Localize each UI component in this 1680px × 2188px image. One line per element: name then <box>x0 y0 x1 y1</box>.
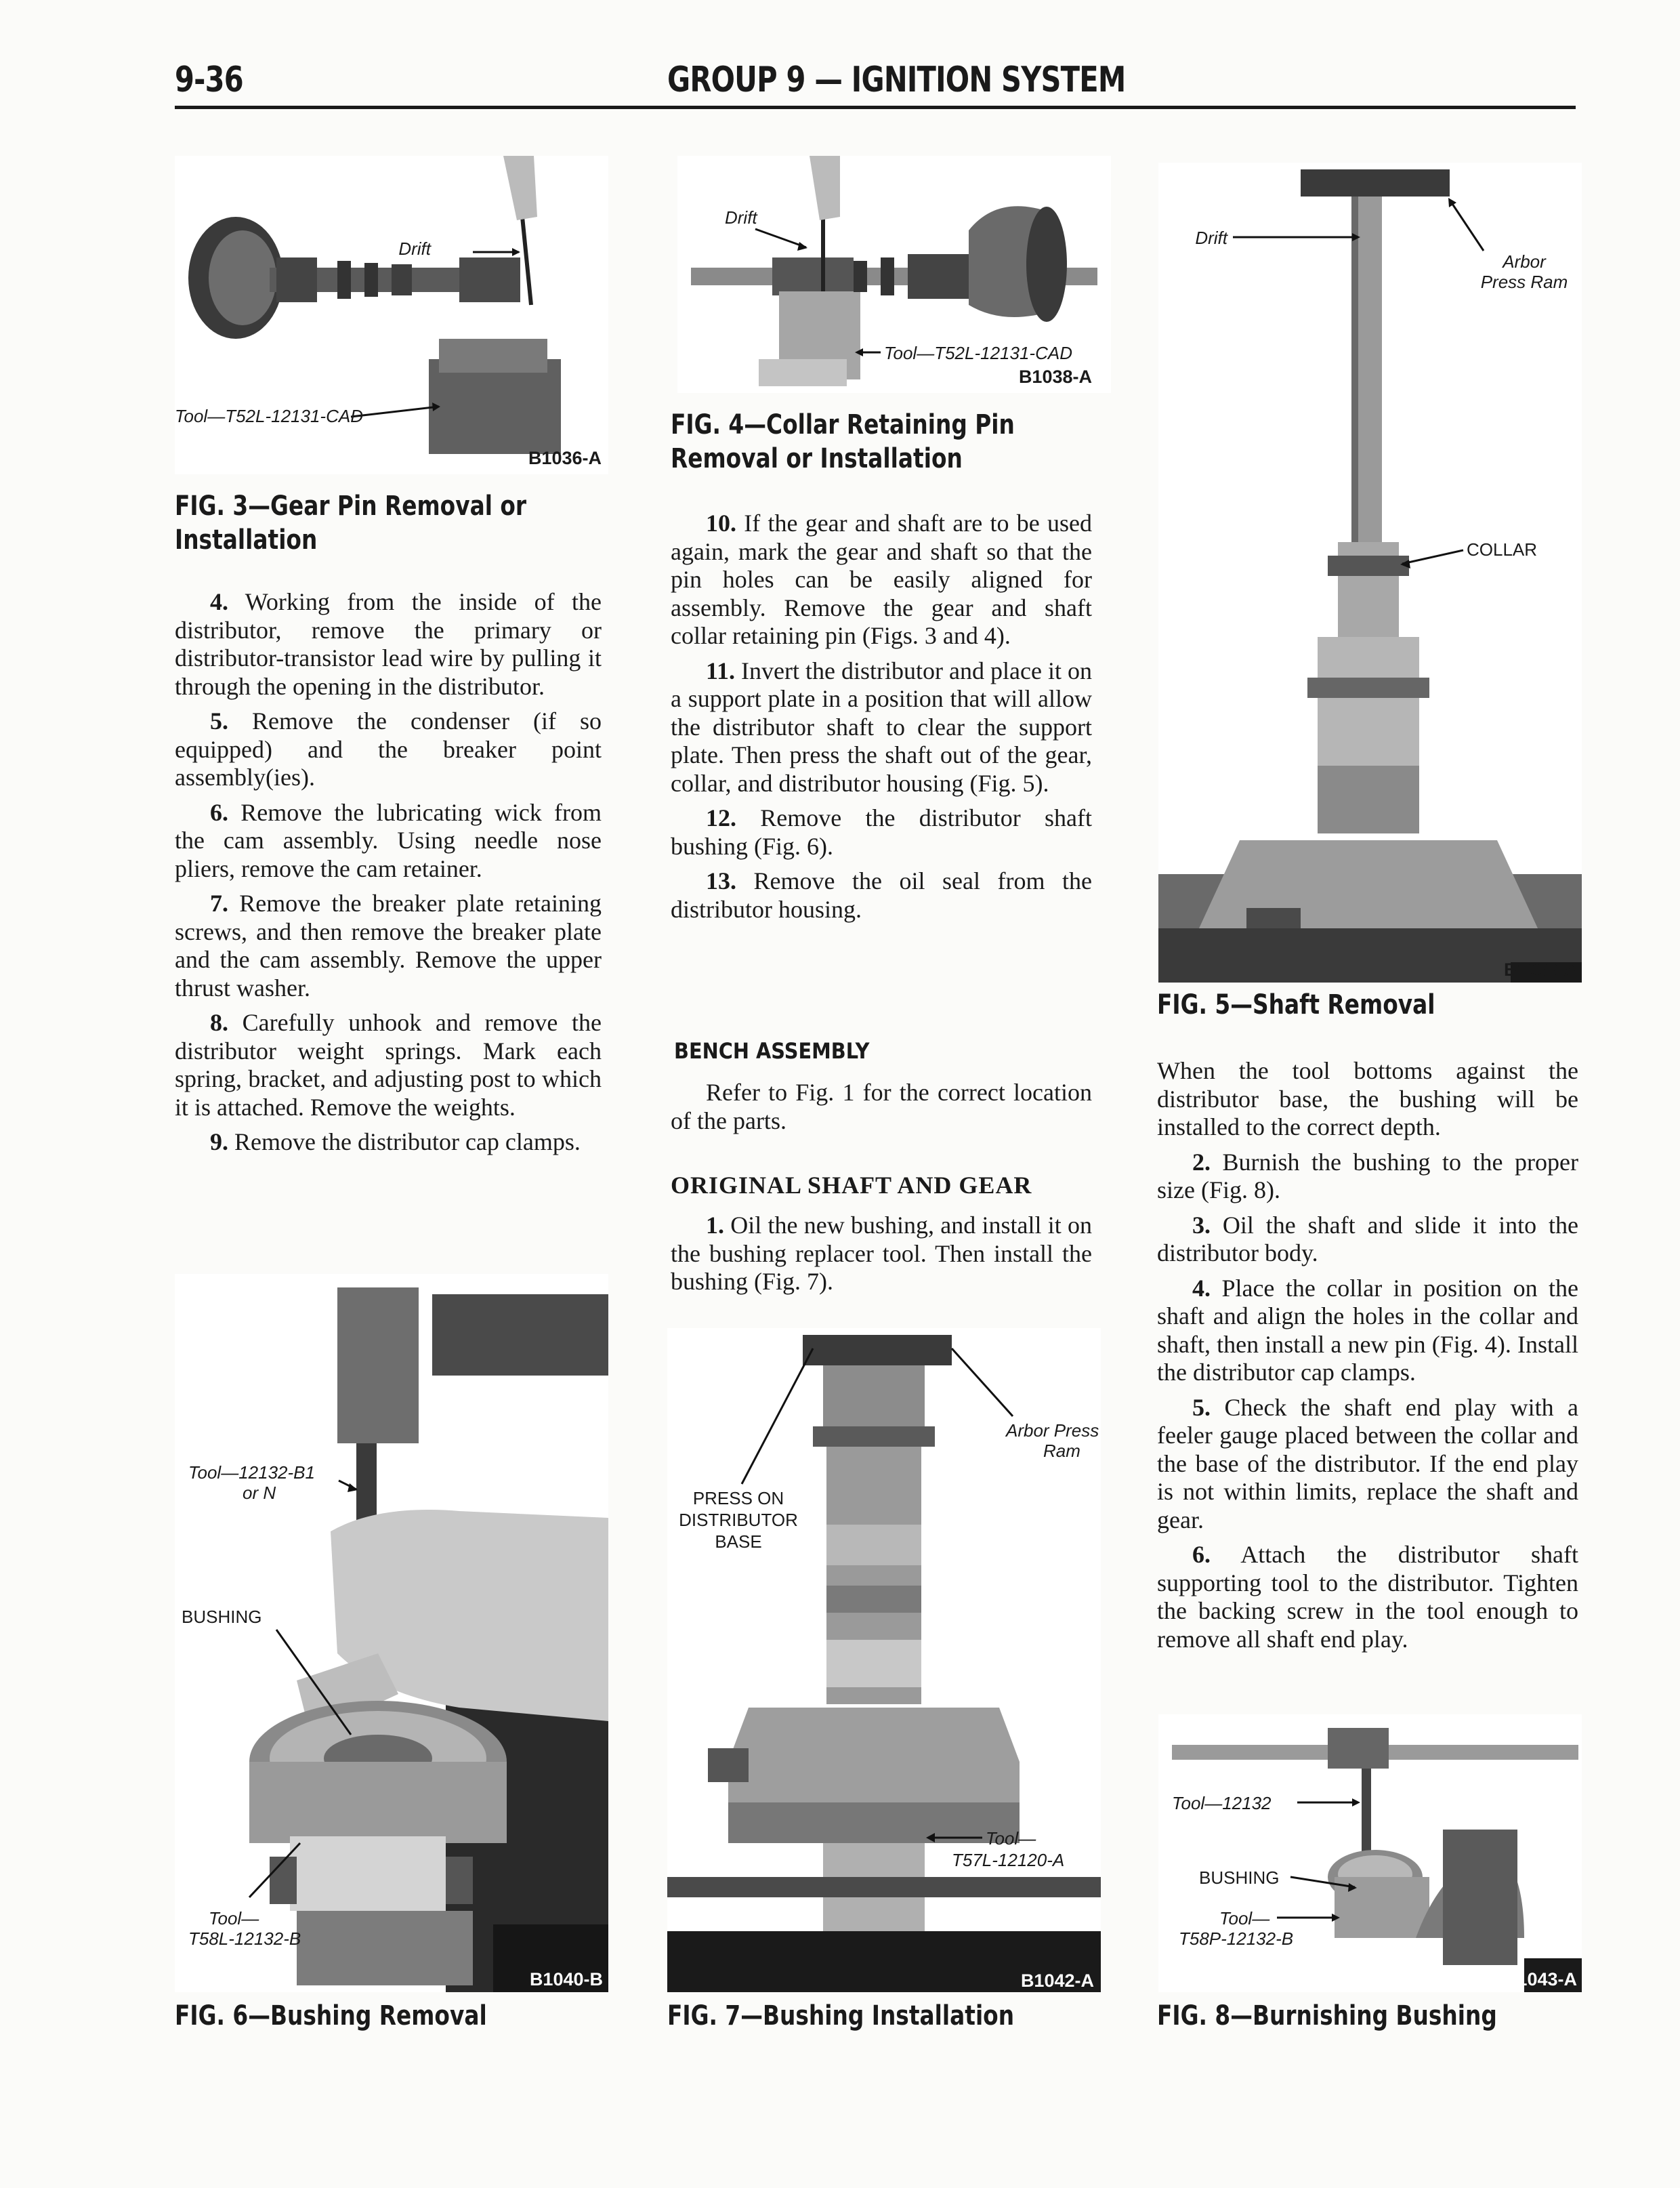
fig7-code: B1042-A <box>1020 1970 1094 1991</box>
step-5b <box>1157 1394 1578 1535</box>
page-title: GROUP 9 — IGNITION SYSTEM <box>667 60 1126 100</box>
step-8 <box>175 1009 602 1121</box>
fig3-illustration <box>175 156 608 474</box>
step-10 <box>671 510 1092 651</box>
fig7-press-line2: DISTRIBUTOR <box>679 1510 798 1530</box>
fig7-illustration <box>667 1328 1101 1992</box>
fig5-caption: FIG. 5—Shaft Removal <box>1157 989 1435 1020</box>
fig5-arbor-line1: Arbor <box>1503 251 1546 272</box>
fig4-caption <box>671 408 1015 476</box>
step-4b-num: 4. <box>1192 1274 1211 1302</box>
step-4 <box>175 588 602 701</box>
fig8-bushing-label: BUSHING <box>1199 1867 1280 1888</box>
step-2 <box>1157 1149 1578 1205</box>
fig8-image <box>1158 1714 1582 1992</box>
fig5-illustration <box>1158 163 1582 983</box>
step-7-text: Remove the breaker plate retaining screws, and then remove the breaker plate and the cam assembly. Remove the upper thrust washer. <box>175 890 602 1002</box>
fig6-bushing-label: BUSHING <box>182 1607 262 1627</box>
step-7 <box>175 890 602 1002</box>
step-3-text: Oil the shaft and slide it into the distributor body. <box>1157 1211 1579 1266</box>
step-5-num: 5. <box>210 707 228 735</box>
step-8-text: Carefully unhook and remove the distributor weight springs. Mark each spring, bracket, and adjusting post to which it is attached. Remove the weights. <box>175 1009 602 1121</box>
header-rule <box>175 106 1576 109</box>
fig3-image <box>175 156 608 474</box>
step-13-num: 13. <box>706 867 736 894</box>
step-10-num: 10. <box>706 510 736 537</box>
column2-steps <box>671 510 1092 930</box>
step-1-text: Oil the new bushing, and install it on the bushing replacer tool. Then install the bushing (Fig. 7). <box>671 1212 1093 1295</box>
fig7-press-line1: PRESS ON <box>692 1488 784 1508</box>
step-6b <box>1157 1541 1578 1653</box>
fig3-caption <box>175 489 526 557</box>
fig7-caption: FIG. 7—Bushing Installation <box>667 2000 1015 2031</box>
step-4b <box>1157 1275 1578 1387</box>
step-6 <box>175 799 602 884</box>
step-6-num: 6. <box>210 798 228 826</box>
step-9-num: 9. <box>210 1128 228 1155</box>
original-shaft-heading: ORIGINAL SHAFT AND GEAR <box>671 1172 1032 1199</box>
fig4-illustration <box>677 156 1111 393</box>
step-5b-text: Check the shaft end play with a feeler gauge placed between the collar and the base of the distributor. If the end play is not within limits, replace the shaft and gear. <box>1157 1393 1578 1533</box>
step-6b-num: 6. <box>1192 1541 1211 1568</box>
fig5-drift-label: Drift <box>1195 228 1227 248</box>
fig6-tool-top-line2: or N <box>243 1483 276 1503</box>
fig6-tool-bottom-line1: Tool— <box>209 1908 259 1928</box>
step-11-text: Invert the distributor and place it on a support plate in a position that will allow the distributor shaft to clear the support plate. Then press the shaft out of the gear, collar, and distributor housing (Fig. 5). <box>671 657 1093 797</box>
fig7-tool-line1: Tool— <box>986 1828 1036 1849</box>
fig4-drift-label: Drift <box>725 207 757 228</box>
fig5-collar-label: COLLAR <box>1467 539 1538 560</box>
step-12 <box>671 804 1092 861</box>
fig7-arbor-line1: Arbor Press <box>1006 1420 1099 1441</box>
fig8-tool-bottom-line1: Tool— <box>1219 1908 1270 1928</box>
fig4-code: B1038-A <box>1018 367 1092 387</box>
column3-intro: When the tool bottoms against the distributor base, the bushing will be installed to the correct depth. <box>1157 1057 1578 1140</box>
step-2-text: Burnish the bushing to the proper size (Fig. 8). <box>1157 1148 1578 1203</box>
fig8-code: B1043-A <box>1503 1969 1577 1989</box>
column1-steps <box>175 588 602 1163</box>
fig4-image <box>677 156 1111 393</box>
fig6-illustration <box>175 1274 608 1992</box>
fig3-code: B1036-A <box>528 448 602 468</box>
step-13-text: Remove the oil seal from the distributor housing. <box>671 867 1093 923</box>
step-2-num: 2. <box>1192 1148 1211 1176</box>
fig7-arbor-line2: Ram <box>1043 1441 1080 1461</box>
step-1 <box>671 1212 1092 1296</box>
step-10-text: If the gear and shaft are to be used again, mark the gear and shaft so that the pin holes can be easily aligned for assembly. Remove the gear and shaft collar retaining pin (Figs. 3 and 4). <box>671 510 1092 649</box>
step-12-text: Remove the distributor shaft bushing (Fig. 6). <box>671 804 1092 860</box>
fig6-tool-bottom-line2: T58L-12132-B <box>188 1928 301 1949</box>
fig3-drift-label: Drift <box>398 239 431 259</box>
step-11 <box>671 657 1092 798</box>
fig8-tool-bottom-line2: T58P-12132-B <box>1179 1928 1294 1949</box>
step-1-num: 1. <box>706 1212 724 1239</box>
column3-steps <box>1157 1057 1578 1660</box>
fig4-caption-line2: Removal or Installation <box>671 443 963 474</box>
fig8-caption: FIG. 8—Burnishing Bushing <box>1157 2000 1497 2031</box>
bench-assembly-heading: BENCH ASSEMBLY <box>674 1038 870 1064</box>
step-4b-text: Place the collar in position on the shaft and align the holes in the collar and shaft, then install a new pin (Fig. 4). Install the distributor cap clamps. <box>1157 1274 1579 1386</box>
fig3-caption-line1: FIG. 3—Gear Pin Removal or <box>175 491 527 522</box>
fig5-image <box>1158 163 1582 983</box>
fig7-press-line3: BASE <box>715 1531 762 1552</box>
step-7-num: 7. <box>210 890 228 917</box>
step-12-num: 12. <box>706 804 736 831</box>
step-9 <box>175 1128 602 1157</box>
fig3-caption-line2: Installation <box>175 524 318 556</box>
page-number: 9-36 <box>175 60 243 100</box>
bench-assembly-text <box>671 1079 1092 1142</box>
step-5b-num: 5. <box>1192 1393 1211 1421</box>
step-11-num: 11. <box>706 657 736 684</box>
fig7-image <box>667 1328 1101 1992</box>
step-4-num: 4. <box>210 588 228 615</box>
fig6-tool-top-line1: Tool—12132-B1 <box>188 1462 315 1483</box>
fig6-image <box>175 1274 608 1992</box>
fig5-code: B1039-A <box>1503 959 1577 980</box>
fig8-illustration <box>1158 1714 1582 1992</box>
step-6-text: Remove the lubricating wick from the cam assembly. Using needle nose pliers, remove the cam retainer. <box>175 798 602 882</box>
fig4-tool-label: Tool—T52L-12131-CAD <box>884 343 1072 363</box>
fig6-code: B1040-B <box>529 1969 603 1989</box>
original-shaft-text <box>671 1212 1092 1303</box>
step-5 <box>175 707 602 792</box>
step-4-text: Working from the inside of the distributor, remove the primary or distributor-transistor lead wire by pulling it through the opening in the distributor. <box>175 588 602 700</box>
fig7-tool-line2: T57L-12120-A <box>952 1850 1065 1870</box>
fig3-tool-label: Tool—T52L-12131-CAD <box>175 406 363 426</box>
fig4-caption-line1: FIG. 4—Collar Retaining Pin <box>671 409 1015 440</box>
step-13 <box>671 867 1092 924</box>
step-8-num: 8. <box>210 1009 228 1036</box>
step-3-num: 3. <box>1192 1211 1211 1239</box>
step-5-text: Remove the condenser (if so equipped) and the breaker point assembly(ies). <box>175 707 602 791</box>
bench-paragraph: Refer to Fig. 1 for the correct location of the parts. <box>671 1079 1092 1134</box>
fig6-caption: FIG. 6—Bushing Removal <box>175 2000 487 2031</box>
fig5-arbor-line2: Press Ram <box>1480 272 1568 292</box>
step-6b-text: Attach the distributor shaft supporting tool to the distributor. Tighten the backing screw in the tool enough to remove all shaft end play. <box>1157 1541 1578 1653</box>
step-3 <box>1157 1212 1578 1268</box>
fig8-tool-top-label: Tool—12132 <box>1172 1793 1272 1813</box>
step-9-text: Remove the distributor cap clamps. <box>234 1128 581 1155</box>
